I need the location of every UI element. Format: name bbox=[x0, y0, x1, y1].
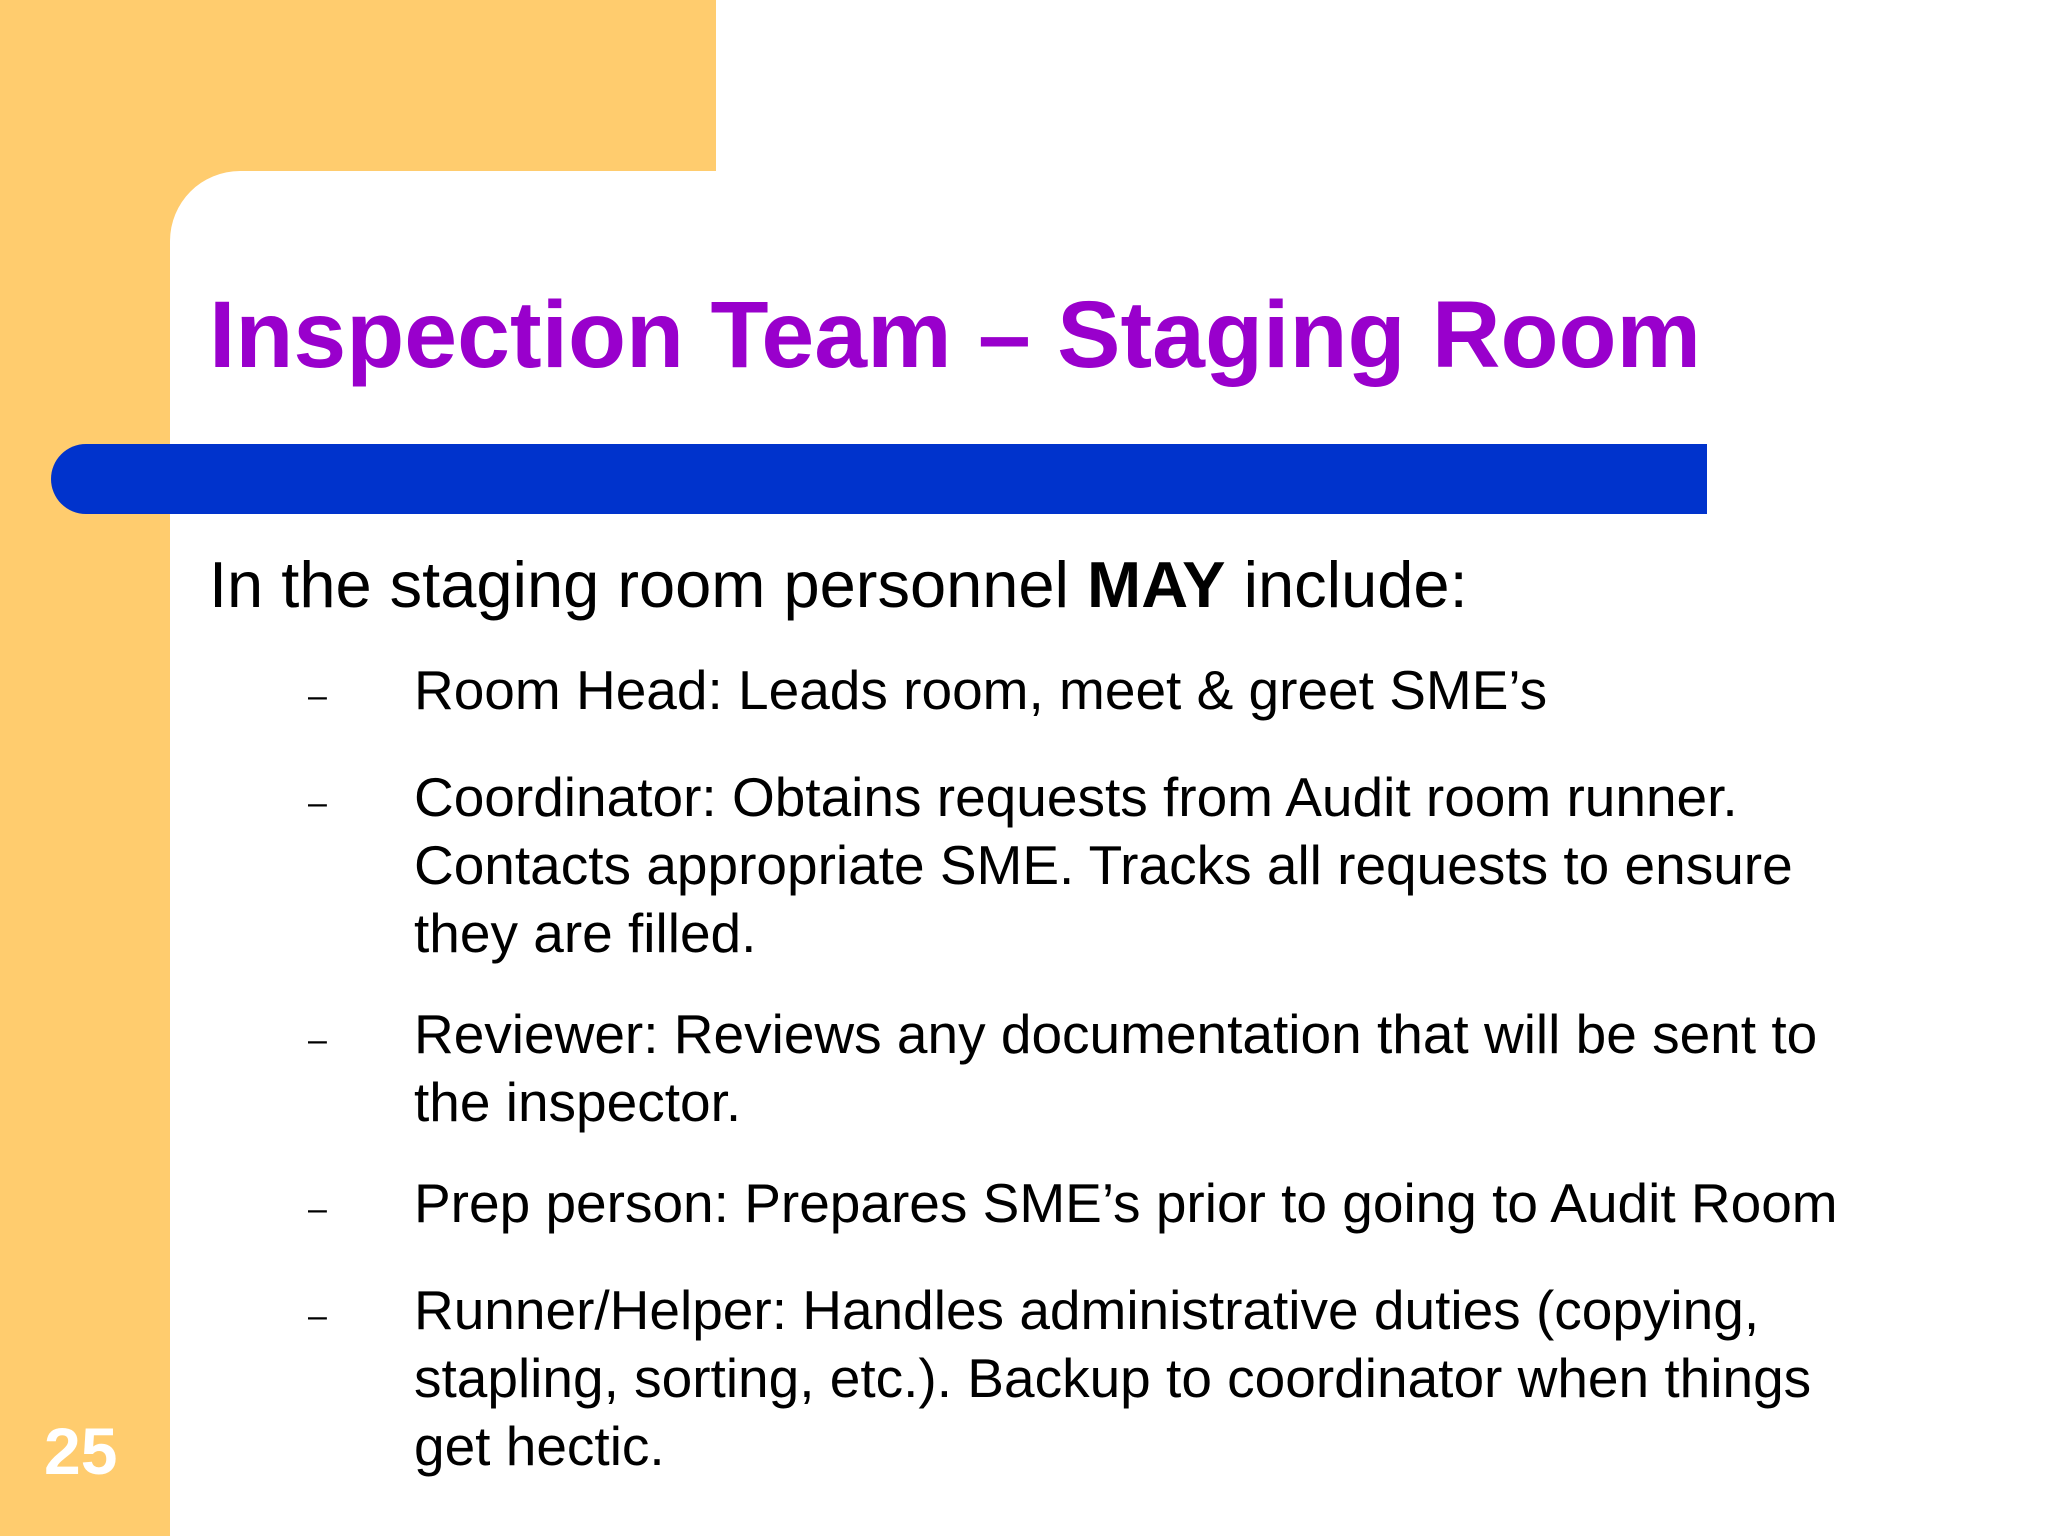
list-item bbox=[308, 1276, 1908, 1480]
intro-text-end: include: bbox=[1225, 548, 1468, 621]
dash-bullet: – bbox=[308, 1021, 327, 1059]
list-item bbox=[308, 1000, 1908, 1136]
list-item-text: Coordinator: Obtains requests from Audit room runner. Contacts appropriate SME. Tracks all requests to ensure they are filled. bbox=[414, 766, 1793, 964]
list-item-text: Reviewer: Reviews any documentation that will be sent to the inspector. bbox=[414, 1003, 1818, 1133]
list-item-text: Runner/Helper: Handles administrative duties (copying, stapling, sorting, etc.). Backup to coordinator when things get hectic. bbox=[414, 1279, 1812, 1477]
list-item bbox=[308, 656, 1908, 730]
slide-title: Inspection Team – Staging Room bbox=[209, 282, 1702, 388]
list-item bbox=[308, 1169, 1908, 1243]
intro-line bbox=[209, 548, 1468, 623]
list-item bbox=[308, 763, 1908, 967]
personnel-list bbox=[308, 656, 1908, 1513]
page-number: 25 bbox=[44, 1414, 118, 1488]
intro-emphasis: MAY bbox=[1087, 548, 1226, 621]
intro-text: In the staging room personnel bbox=[209, 548, 1088, 621]
dash-bullet: – bbox=[308, 784, 327, 822]
list-item-text: Room Head: Leads room, meet & greet SME’s bbox=[414, 659, 1548, 721]
dash-bullet: – bbox=[308, 1190, 327, 1228]
title-underline-bar bbox=[51, 444, 1707, 514]
dash-bullet: – bbox=[308, 1297, 327, 1335]
dash-bullet: – bbox=[308, 677, 327, 715]
list-item-text: Prep person: Prepares SME’s prior to going to Audit Room bbox=[414, 1172, 1838, 1234]
